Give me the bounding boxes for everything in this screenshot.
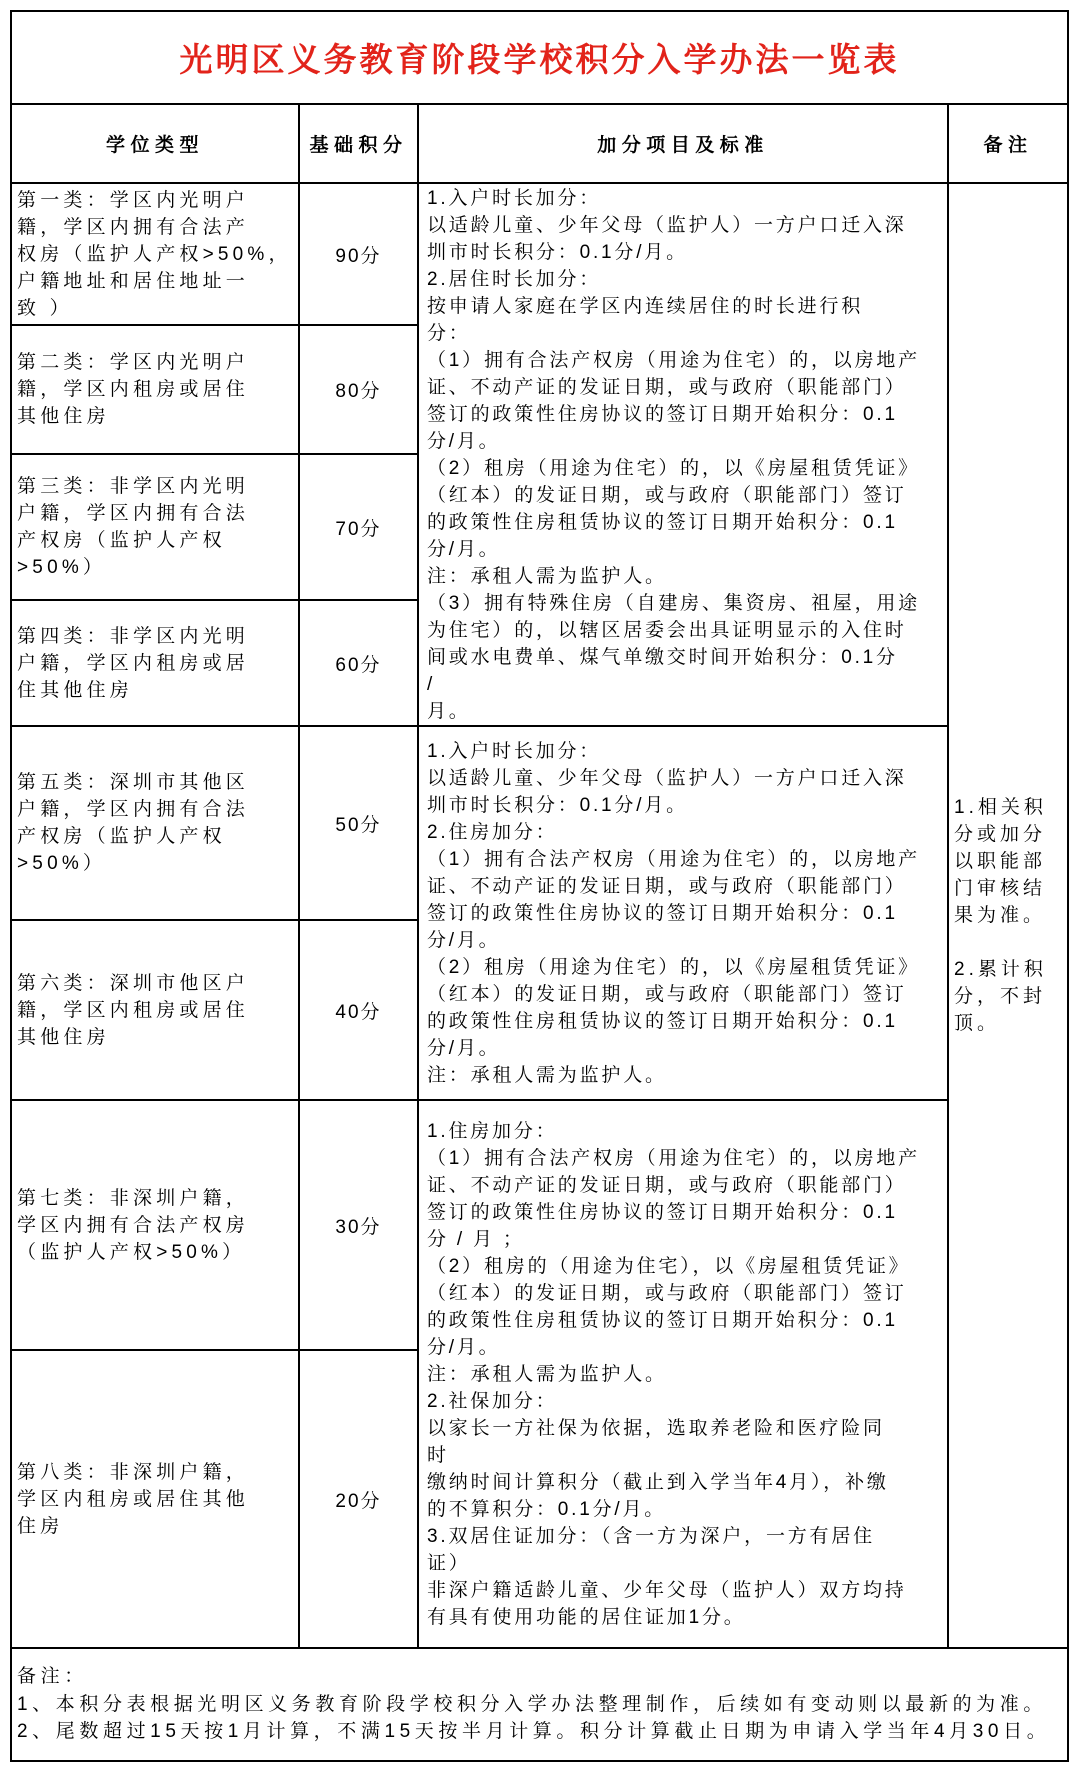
row-2-base-score: 80分 bbox=[335, 381, 382, 402]
row-2-type: 第二类：学区内光明户 籍，学区内租房或居住 其他住房 bbox=[17, 352, 250, 427]
row-4-base-score: 60分 bbox=[335, 654, 382, 676]
header-bonus-items: 加分项目及标准 bbox=[597, 135, 769, 156]
row-4-type-cell bbox=[11, 600, 299, 726]
row-7-base-score: 30分 bbox=[335, 1216, 382, 1238]
row-8-type: 第八类：非深圳户籍， 学区内租房或居住其他 住房 bbox=[17, 1461, 250, 1537]
row-1-type: 第一类：学区内光明户 籍，学区内拥有合法产 权房（监护人产权>50%， 户籍地址和居住地址一 致 ） bbox=[17, 189, 292, 319]
row-3-type-cell bbox=[11, 454, 299, 600]
row-2-base-cell bbox=[299, 325, 418, 454]
row-3-base-score: 70分 bbox=[335, 518, 382, 540]
row-3-base-cell bbox=[299, 454, 418, 600]
row-1-base-score: 90分 bbox=[335, 245, 382, 267]
bonus-block-3: 1.住房加分： （1）拥有合法产权房（用途为住宅）的，以房地产 证、不动产证的发证日期，或与政府（职能部门） 签订的政策性住房协议的签订日期开始积分：0.1 分 / 月 ； （2）租房的（用途为住宅），以《房屋租赁凭证》 （红本）的发证日期，或与政府（职能部门）签订 的政策性住房租赁协议的签订日期开始积分：0.1 分/月。 注：承租人需为监护人。 2.社保加分： 以家长一方社保为依据，选取养老险和医疗险同 时 缴纳时间计算积分（截止到入学当年4月），补缴 的不算积分：0.1分/月。 3.双居住证加分：（含一方为深户，一方有居住 证） 非深户籍适龄儿童、少年父母（监护人）双方均持 有具有使用功能的居住证加1分。 bbox=[427, 1120, 920, 1628]
row-5-type-cell bbox=[11, 726, 299, 920]
header-remarks: 备注 bbox=[983, 135, 1033, 156]
bonus-block-3-cell bbox=[418, 1100, 948, 1648]
row-6-type-cell bbox=[11, 920, 299, 1100]
row-4-base-cell bbox=[299, 600, 418, 726]
footer-note-1: 1、本积分表根据光明区义务教育阶段学校积分入学办法整理制作，后续如有变动则以最新的为准。 bbox=[17, 1693, 1047, 1715]
footer-notes bbox=[17, 1663, 1050, 1746]
row-7-base-cell bbox=[299, 1100, 418, 1350]
header-cell-bonus-items bbox=[418, 104, 948, 183]
row-6-base-score: 40分 bbox=[335, 1001, 382, 1023]
header-cell-degree-type bbox=[11, 104, 299, 183]
header-base-score: 基础积分 bbox=[309, 135, 408, 156]
footer-note-2: 2、尾数超过15天按1月计算，不满15天按半月计算。积分计算截止日期为申请入学当年4月30日。 bbox=[17, 1721, 1051, 1743]
header-cell-base-score bbox=[299, 104, 418, 183]
remarks-text: 1.相关积 分或加分 以职能部 门审核结 果为准。 2.累计积 分，不封 顶。 bbox=[954, 797, 1047, 1034]
row-4-type: 第四类：非学区内光明 户籍，学区内租房或居 住其他住房 bbox=[17, 625, 250, 701]
header-cell-remarks bbox=[948, 104, 1068, 183]
row-5-type: 第五类：深圳市其他区 户籍，学区内拥有合法 产权房（监护人产权 >50%） bbox=[17, 772, 250, 874]
row-8-base-cell bbox=[299, 1350, 418, 1648]
row-2-type-cell bbox=[11, 325, 299, 454]
bonus-block-1-cell bbox=[418, 183, 948, 726]
footer-notes-label: 备注： bbox=[17, 1666, 88, 1688]
header-degree-type: 学位类型 bbox=[105, 135, 204, 156]
row-6-type: 第六类：深圳市他区户 籍，学区内租房或居住 其他住房 bbox=[17, 972, 250, 1048]
footer-notes-cell bbox=[11, 1648, 1068, 1761]
title-cell bbox=[11, 11, 1068, 104]
bonus-block-2-cell bbox=[418, 726, 948, 1100]
bonus-block-1: 1.入户时长加分： 以适龄儿童、少年父母（监护人）一方户口迁入深 圳市时长积分：0.1分/月。 2.居住时长加分： 按申请人家庭在学区内连续居住的时长进行积 分： （1）拥有合法产权房（用途为住宅）的，以房地产 证、不动产证的发证日期，或与政府（职能部门） 签订的政策性住房协议的签订日期开始积分：0.1 分/月。 （2）租房（用途为住宅）的，以《房屋租赁凭证》 （红本）的发证日期，或与政府（职能部门）签订 的政策性住房租赁协议的签订日期开始积分：0.1 分/月。 注：承租人需为监护人。 （3）拥有特殊住房（自建房、集资房、祖屋，用途 为住宅）的，以辖区居委会出具证明显示的入住时 间或水电费单、煤气单缴交时间开始积分：0.1分 / 月。 bbox=[427, 187, 920, 722]
row-1-type-cell bbox=[11, 183, 299, 325]
remarks-cell bbox=[948, 183, 1068, 1648]
page-title: 光明区义务教育阶段学校积分入学办法一览表 bbox=[179, 41, 900, 78]
row-3-type: 第三类：非学区内光明 户籍，学区内拥有合法 产权房（监护人产权 >50%） bbox=[17, 476, 250, 578]
row-5-base-cell bbox=[299, 726, 418, 920]
row-7-type-cell bbox=[11, 1100, 299, 1350]
row-7-type: 第七类：非深圳户籍， 学区内拥有合法产权房 （监护人产权>50%） bbox=[17, 1187, 250, 1263]
row-6-base-cell bbox=[299, 920, 418, 1100]
bonus-block-2: 1.入户时长加分： 以适龄儿童、少年父母（监护人）一方户口迁入深 圳市时长积分：0.1分/月。 2.住房加分： （1）拥有合法产权房（用途为住宅）的，以房地产 证、不动产证的发证日期，或与政府（职能部门） 签订的政策性住房协议的签订日期开始积分：0.1 分/月。 （2）租房（用途为住宅）的，以《房屋租赁凭证》 （红本）的发证日期，或与政府（职能部门）签订 的政策性住房租赁协议的签订日期开始积分：0.1 分/月。 注：承租人需为监护人。 bbox=[427, 740, 920, 1086]
row-8-type-cell bbox=[11, 1350, 299, 1648]
row-5-base-score: 50分 bbox=[335, 814, 382, 836]
row-1-base-cell bbox=[299, 183, 418, 325]
row-8-base-score: 20分 bbox=[335, 1490, 382, 1512]
